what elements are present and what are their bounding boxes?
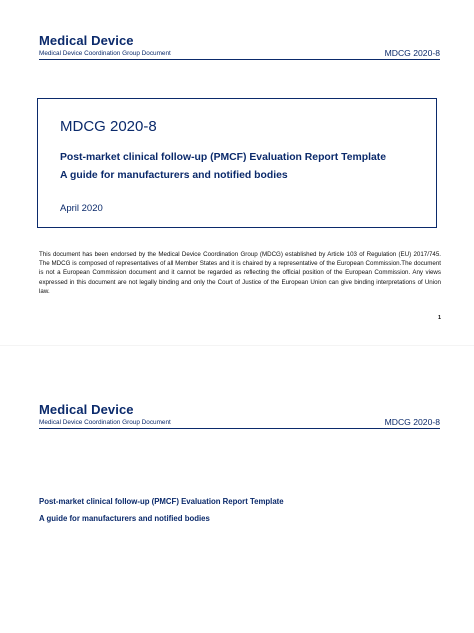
header-document-code: MDCG 2020-8 — [384, 417, 440, 427]
header-document-code: MDCG 2020-8 — [384, 48, 440, 58]
header-title: Medical Device — [39, 33, 134, 48]
page2-subtitle: A guide for manufacturers and notified bodies — [39, 514, 210, 523]
header-title: Medical Device — [39, 402, 134, 417]
page-number: 1 — [437, 315, 441, 321]
header-subtitle: Medical Device Coordination Group Document — [39, 50, 171, 57]
disclaimer-text: This document has been endorsed by the Medical Device Coordination Group (MDCG) established by Article 103 of Regulation (EU) 2017/745. The MDCG is composed of representatives of all Member States and it is chaired by a representative of the European Commission.The document is not a European Commission document and it cannot be regarded as reflecting the official position of the European Commission. Any views expressed in this document are not legally binding and only the Court of Justice of the European Union can give binding interpretations of Union law. — [39, 251, 441, 295]
header-divider — [39, 428, 440, 429]
header-divider — [39, 59, 440, 60]
header-subtitle: Medical Device Coordination Group Document — [39, 419, 171, 426]
cover-title: Post-market clinical follow-up (PMCF) Evaluation Report Template — [60, 152, 386, 163]
cover-subtitle: A guide for manufacturers and notified bodies — [60, 170, 288, 181]
cover-date: April 2020 — [60, 203, 103, 214]
page2-title: Post-market clinical follow-up (PMCF) Evaluation Report Template — [39, 497, 284, 506]
cover-document-code: MDCG 2020-8 — [60, 118, 157, 135]
document-page-2 — [0, 345, 474, 633]
cover-box — [37, 98, 437, 228]
